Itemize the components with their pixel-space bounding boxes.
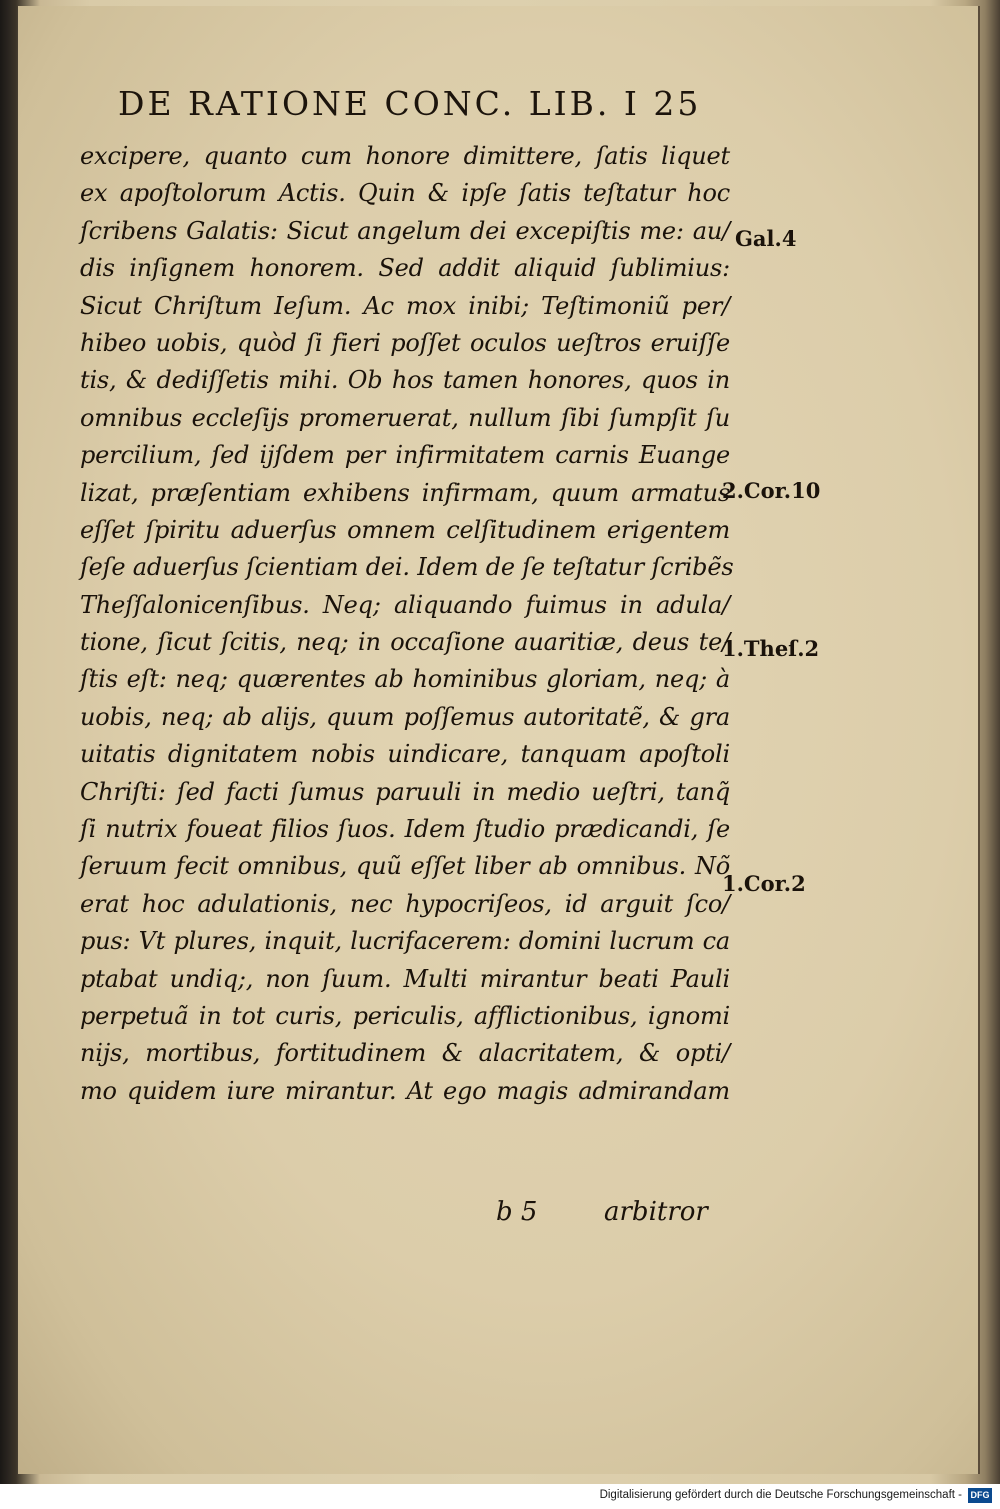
signature-mark: b 5 [496,1197,538,1227]
text-line: ſeruum fecit omnibus, quũ eſſet liber ab omnibus. Nõ [80,852,730,881]
marginal-note-1cor: 1.Cor.2 [722,871,806,896]
text-line: nijs, mortibus, fortitudinem & alacritatem, & opti/ [80,1039,730,1068]
text-line: ſeſe aduerſus ſcientiam dei. Idem de ſe teſtatur ſcribẽs [80,553,734,582]
text-line: ſcribens Galatis: Sicut angelum dei excepiſtis me: au/ [80,216,730,245]
footer-credit: Digitalisierung gefördert durch die Deutsche Forschungsgemeinschaft - [599,1489,962,1501]
text-line: dis inſignem honorem. Sed addit aliquid ſublimius: [80,254,730,283]
text-line: ex apoſtolorum Actis. Quin & ipſe ſatis teſtatur hoc [80,179,730,208]
text-line: eſſet ſpiritu aduerſus omnem celſitudinem erigentem [80,515,730,544]
text-line: Sicut Chriſtum Ieſum. Ac mox inibi; Teſtimoniũ per/ [80,291,730,320]
text-line: ſi nutrix foueat filios ſuos. Idem ſtudio prædicandi, ſe [80,815,730,844]
text-line: tis, & dediſſetis mihi. Ob hos tamen honores, quos in [80,366,730,395]
text-line: hibeo uobis, quòd ſi fieri poſſet oculos ueſtros eruiſſe [80,328,730,357]
text-line: ſtis eſt: neq; quærentes ab hominibus gloriam, neq; à [80,665,730,694]
text-line: mo quidem iure mirantur. At ego magis admirandam [80,1076,730,1105]
text-line: pus: Vt plures, inquit, lucrifacerem: domini lucrum ca [80,927,730,956]
text-line: uitatis dignitatem nobis uindicare, tanquam apoſtoli [80,740,730,769]
main-text-block [80,138,734,1110]
text-line: omnibus eccleſijs promeruerat, nullum ſibi ſumpſit ſu [80,403,730,432]
text-line: lizat, præſentiam exhibens infirmam, quum armatus [80,478,730,507]
running-head: DE RATIONE CONC. LIB. I 25 [118,84,702,123]
catchword: arbitror [604,1197,708,1227]
text-line: erat hoc adulationis, nec hypocriſeos, id arguit ſco/ [80,889,730,918]
text-line: tione, ſicut ſcitis, neq; in occaſione auaritiæ, deus te/ [80,628,730,657]
text-line: excipere, quanto cum honore dimittere, ſatis liquet [80,142,730,170]
marginal-note-1thes: 1.Theſ.2 [722,636,820,661]
marginal-note-gal: Gal.4 [735,226,797,251]
text-line: Chriſti: ſed facti ſumus paruuli in medio ueſtri, tanq̃ [80,777,730,806]
text-line: percilium, ſed ijſdem per infirmitatem carnis Euange [80,441,730,470]
text-line: ptabat undiq;, non ſuum. Multi mirantur beati Pauli [80,964,730,993]
marginal-note-2cor: 2.Cor.10 [722,478,821,503]
dfg-logo: DFG [968,1488,992,1503]
text-line: perpetuã in tot curis, periculis, afflictionibus, ignomi [80,1001,730,1030]
text-line: uobis, neq; ab alijs, quum poſſemus autoritatẽ, & gra [80,702,730,731]
text-line: Theſſalonicenſibus. Neq; aliquando fuimus in adula/ [80,590,730,619]
